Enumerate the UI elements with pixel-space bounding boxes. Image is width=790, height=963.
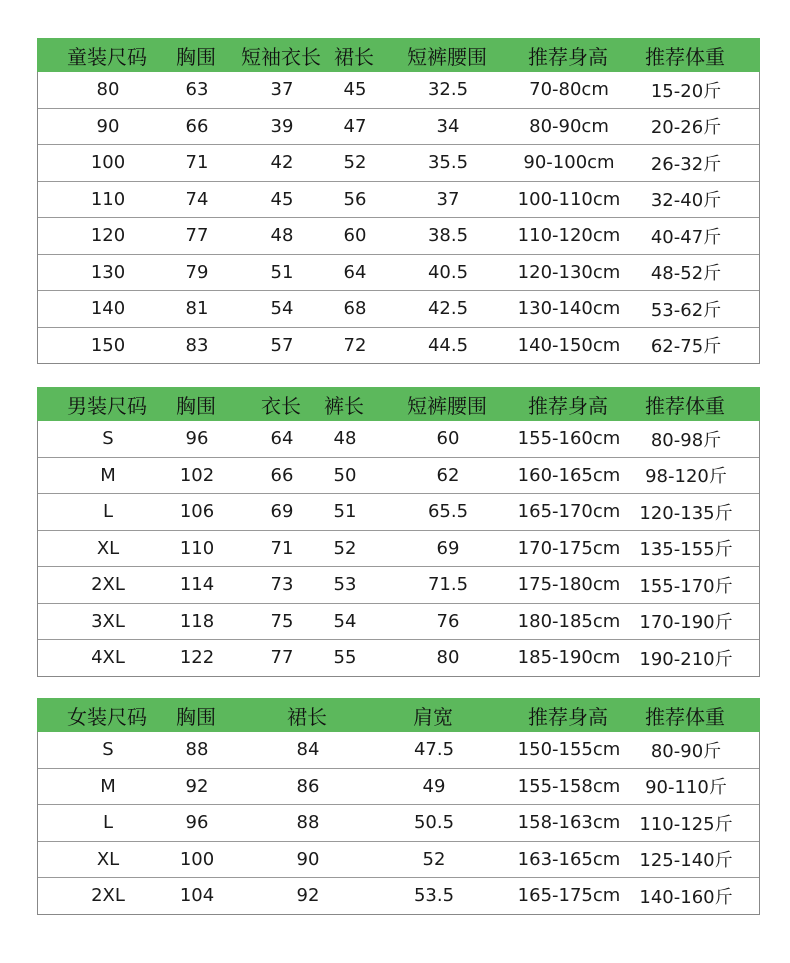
table-cell: L: [102, 812, 114, 834]
table-row: [38, 639, 759, 676]
table-cell: 71: [185, 152, 209, 174]
table-cell: 77: [270, 647, 294, 669]
table-cell: 110-125斤: [639, 813, 733, 835]
table-body: [37, 421, 760, 677]
table-cell: 74: [185, 188, 209, 210]
table-cell: 90-100cm: [523, 152, 615, 174]
table-cell: 32-40斤: [650, 190, 722, 212]
table-cell: 2XL: [91, 574, 125, 596]
table-cell: 47.5: [413, 739, 455, 761]
table-cell: 81: [185, 298, 209, 320]
mens-size-table: [37, 387, 760, 677]
table-cell: 110: [179, 537, 215, 559]
table-cell: 110: [90, 188, 126, 210]
table-cell: 83: [185, 334, 209, 356]
table-row: [38, 566, 759, 603]
table-cell: 48: [333, 428, 357, 450]
table-cell: 64: [343, 261, 367, 283]
table-row: [38, 254, 759, 291]
table-cell: 135-155斤: [639, 539, 733, 561]
table-cell: 150: [90, 334, 126, 356]
table-cell: 52: [343, 152, 367, 174]
table-cell: 60: [436, 428, 460, 450]
table-cell: 48-52斤: [650, 263, 722, 285]
table-cell: 40-47斤: [650, 226, 722, 248]
table-cell: 53: [333, 574, 357, 596]
table-cell: 64: [270, 428, 294, 450]
table-cell: 54: [270, 298, 294, 320]
table-row: [38, 493, 759, 530]
table-row: [38, 732, 759, 768]
table-cell: 155-158cm: [517, 775, 621, 797]
table-cell: 122: [179, 647, 215, 669]
table-cell: S: [102, 739, 114, 761]
table-cell: 175-180cm: [517, 574, 621, 596]
table-cell: 69: [436, 537, 460, 559]
header-cell: 短袖衣长: [241, 44, 321, 69]
header-cell: 衣长: [261, 393, 301, 418]
kids-size-table: [37, 38, 760, 364]
table-cell: 51: [333, 501, 357, 523]
table-row: [38, 181, 759, 218]
table-cell: 50.5: [413, 812, 455, 834]
table-cell: 84: [296, 739, 320, 761]
table-cell: 90: [96, 115, 120, 137]
table-cell: 20-26斤: [650, 117, 722, 139]
table-cell: 71: [270, 537, 294, 559]
table-row: [38, 144, 759, 181]
table-cell: 54: [333, 610, 357, 632]
table-cell: 170-175cm: [517, 537, 621, 559]
table-row: [38, 72, 759, 108]
table-cell: 45: [343, 79, 367, 101]
table-cell: 130-140cm: [517, 298, 621, 320]
table-cell: 4XL: [91, 647, 125, 669]
table-cell: 106: [179, 501, 215, 523]
header-cell: 裙长: [287, 704, 327, 729]
table-cell: 51: [270, 261, 294, 283]
table-cell: 80-90斤: [650, 740, 722, 762]
table-cell: 53-62斤: [650, 299, 722, 321]
table-cell: 50: [333, 464, 357, 486]
table-body: [37, 732, 760, 915]
table-header: [37, 387, 760, 421]
table-header: [37, 38, 760, 72]
header-cell: 童装尺码: [67, 44, 147, 69]
table-row: [38, 421, 759, 457]
womens-size-table: [37, 698, 760, 915]
table-cell: 26-32斤: [650, 153, 722, 175]
table-cell: 76: [436, 610, 460, 632]
table-cell: 44.5: [427, 334, 469, 356]
header-cell: 推荐身高: [528, 44, 608, 69]
table-cell: XL: [96, 537, 120, 559]
table-cell: 100-110cm: [517, 188, 621, 210]
header-cell: 推荐身高: [528, 393, 608, 418]
table-cell: 37: [270, 79, 294, 101]
table-cell: 190-210斤: [639, 648, 733, 670]
table-cell: 37: [436, 188, 460, 210]
table-row: [38, 327, 759, 364]
table-cell: 56: [343, 188, 367, 210]
table-cell: 71.5: [427, 574, 469, 596]
header-cell: 推荐体重: [645, 704, 725, 729]
header-cell: 裙长: [334, 44, 374, 69]
table-cell: 88: [296, 812, 320, 834]
table-cell: 79: [185, 261, 209, 283]
table-cell: 60: [343, 225, 367, 247]
table-row: [38, 530, 759, 567]
table-cell: 80-98斤: [650, 429, 722, 451]
header-cell: 裤长: [324, 393, 364, 418]
table-cell: 52: [333, 537, 357, 559]
header-cell: 短裤腰围: [407, 393, 487, 418]
table-cell: 42: [270, 152, 294, 174]
table-cell: 98-120斤: [645, 466, 727, 488]
table-cell: 80: [436, 647, 460, 669]
table-cell: 140: [90, 298, 126, 320]
table-cell: 66: [185, 115, 209, 137]
header-cell: 男装尺码: [67, 393, 147, 418]
table-cell: M: [100, 464, 116, 486]
header-cell: 肩宽: [413, 704, 453, 729]
table-cell: 45: [270, 188, 294, 210]
table-cell: 75: [270, 610, 294, 632]
table-cell: 80-90cm: [529, 115, 609, 137]
table-cell: 104: [179, 885, 215, 907]
table-body: [37, 72, 760, 364]
header-cell: 胸围: [176, 44, 216, 69]
table-cell: 39: [270, 115, 294, 137]
table-cell: 102: [179, 464, 215, 486]
table-cell: 120: [90, 225, 126, 247]
table-cell: 65.5: [427, 501, 469, 523]
table-cell: S: [102, 428, 114, 450]
table-cell: 96: [185, 428, 209, 450]
table-cell: 66: [270, 464, 294, 486]
table-cell: 155-160cm: [517, 428, 621, 450]
table-cell: 68: [343, 298, 367, 320]
table-row: [38, 108, 759, 145]
header-cell: 胸围: [176, 704, 216, 729]
table-row: [38, 768, 759, 805]
table-row: [38, 457, 759, 494]
table-cell: 118: [179, 610, 215, 632]
table-cell: L: [102, 501, 114, 523]
table-cell: 185-190cm: [517, 647, 621, 669]
table-cell: 48: [270, 225, 294, 247]
table-cell: 62: [436, 464, 460, 486]
table-row: [38, 290, 759, 327]
table-cell: 140-150cm: [517, 334, 621, 356]
table-cell: 180-185cm: [517, 610, 621, 632]
table-cell: 72: [343, 334, 367, 356]
table-cell: XL: [96, 848, 120, 870]
table-cell: 90: [296, 848, 320, 870]
table-cell: 70-80cm: [529, 79, 609, 101]
table-cell: 63: [185, 79, 209, 101]
table-cell: 32.5: [427, 79, 469, 101]
table-row: [38, 603, 759, 640]
table-cell: 53.5: [413, 885, 455, 907]
table-cell: 57: [270, 334, 294, 356]
table-cell: 69: [270, 501, 294, 523]
table-cell: 140-160斤: [639, 886, 733, 908]
table-cell: 165-170cm: [517, 501, 621, 523]
table-cell: 92: [185, 775, 209, 797]
table-cell: 35.5: [427, 152, 469, 174]
table-cell: 55: [333, 647, 357, 669]
header-cell: 推荐身高: [528, 704, 608, 729]
table-cell: 3XL: [91, 610, 125, 632]
table-cell: 15-20斤: [650, 80, 722, 102]
table-cell: 150-155cm: [517, 739, 621, 761]
table-cell: 42.5: [427, 298, 469, 320]
table-row: [38, 804, 759, 841]
table-row: [38, 217, 759, 254]
table-cell: 86: [296, 775, 320, 797]
table-cell: 47: [343, 115, 367, 137]
table-cell: 80: [96, 79, 120, 101]
table-cell: 110-120cm: [517, 225, 621, 247]
table-cell: 40.5: [427, 261, 469, 283]
table-cell: 2XL: [91, 885, 125, 907]
table-cell: 90-110斤: [645, 777, 727, 799]
table-cell: 92: [296, 885, 320, 907]
table-cell: 160-165cm: [517, 464, 621, 486]
table-cell: 77: [185, 225, 209, 247]
table-cell: 73: [270, 574, 294, 596]
table-row: [38, 841, 759, 878]
table-cell: 88: [185, 739, 209, 761]
header-cell: 短裤腰围: [407, 44, 487, 69]
table-cell: 62-75斤: [650, 336, 722, 358]
table-cell: 49: [422, 775, 446, 797]
table-row: [38, 877, 759, 914]
table-cell: 170-190斤: [639, 612, 733, 634]
table-cell: 120-135斤: [639, 502, 733, 524]
header-cell: 推荐体重: [645, 44, 725, 69]
table-cell: 155-170斤: [639, 575, 733, 597]
table-cell: 38.5: [427, 225, 469, 247]
table-cell: 34: [436, 115, 460, 137]
table-cell: 52: [422, 848, 446, 870]
table-cell: 100: [179, 848, 215, 870]
table-cell: 158-163cm: [517, 812, 621, 834]
table-header: [37, 698, 760, 732]
table-cell: 96: [185, 812, 209, 834]
header-cell: 女装尺码: [67, 704, 147, 729]
table-cell: 120-130cm: [517, 261, 621, 283]
table-cell: 114: [179, 574, 215, 596]
header-cell: 推荐体重: [645, 393, 725, 418]
table-cell: M: [100, 775, 116, 797]
header-cell: 胸围: [176, 393, 216, 418]
table-cell: 165-175cm: [517, 885, 621, 907]
table-cell: 163-165cm: [517, 848, 621, 870]
table-cell: 100: [90, 152, 126, 174]
table-cell: 125-140斤: [639, 850, 733, 872]
table-cell: 130: [90, 261, 126, 283]
